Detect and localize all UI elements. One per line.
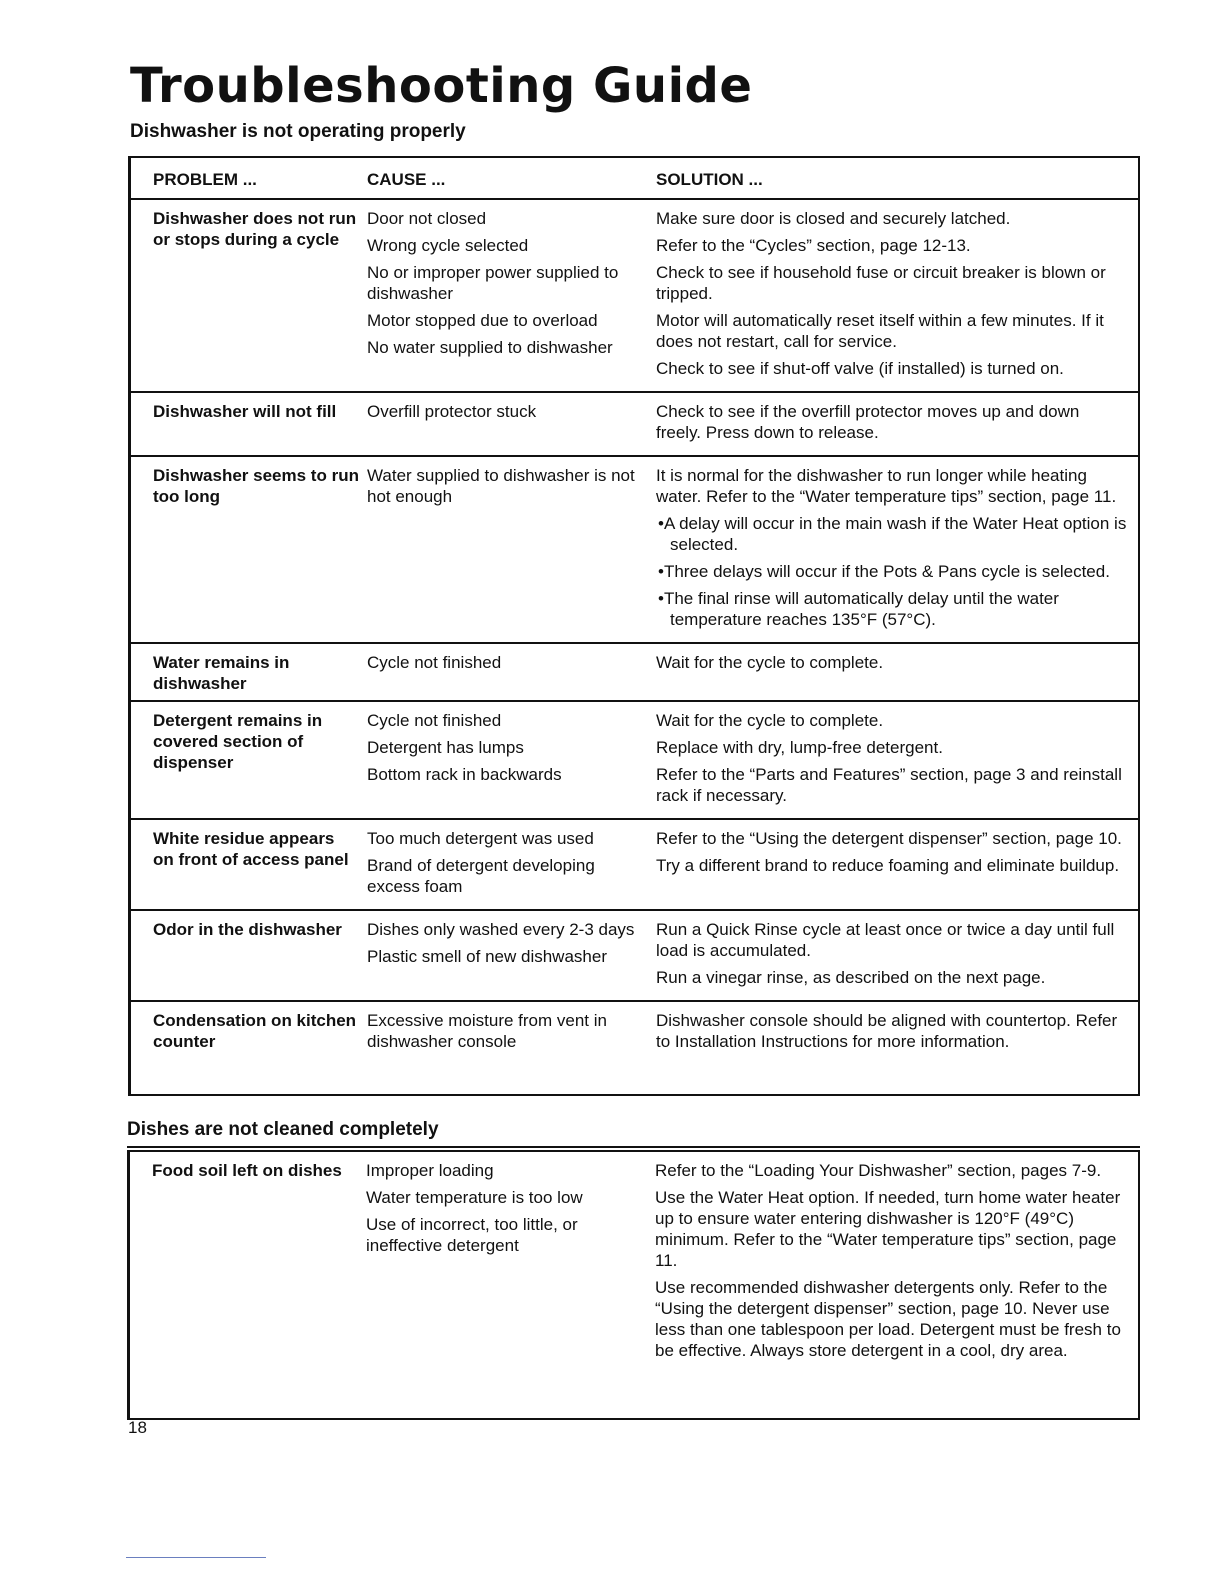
solution-text: Run a Quick Rinse cycle at least once or twice a day until full load is accumulated.	[656, 920, 1115, 960]
solution-text: Refer to the “Loading Your Dishwasher” section, pages 7-9.	[655, 1161, 1102, 1180]
solution-text: Dishwasher console should be aligned with countertop. Refer to Installation Instructions for more information.	[656, 1011, 1118, 1051]
solution-cell	[655, 1152, 1138, 1373]
solution-text: Refer to the “Using the detergent dispenser” section, page 10.	[656, 829, 1122, 848]
solution-cell	[656, 911, 1138, 1002]
cause-text: Detergent has lumps	[367, 738, 524, 757]
cause-cell	[367, 200, 656, 393]
column-header-solution: SOLUTION ...	[656, 158, 1138, 200]
cause-cell	[367, 393, 656, 457]
cause-cell	[366, 1152, 655, 1373]
solution-text: Use recommended dishwasher detergents only. Refer to the “Using the detergent dispenser” section, page 10. Never use less than one tablespoon per load. Detergent must be fresh to be effective. Always store detergent in a cool, dry area.	[655, 1278, 1121, 1360]
solution-text: Wait for the cycle to complete.	[656, 711, 884, 730]
cause-text: No water supplied to dishwasher	[367, 338, 613, 357]
problem-cell: Dishwasher will not fill	[131, 393, 367, 457]
cause-text: Overfill protector stuck	[367, 402, 537, 421]
cause-cell	[367, 820, 656, 911]
cause-text: Water temperature is too low	[366, 1188, 583, 1207]
table-grid	[131, 158, 1138, 1064]
solution-cell	[656, 457, 1138, 644]
cause-text: Cycle not finished	[367, 653, 502, 672]
cause-text: Door not closed	[367, 209, 487, 228]
solution-cell	[656, 644, 1138, 702]
solution-cell	[656, 702, 1138, 820]
solution-cell	[656, 393, 1138, 457]
cause-cell	[367, 702, 656, 820]
problem-cell: White residue appears on front of access panel	[131, 820, 367, 911]
table-grid	[130, 1152, 1138, 1373]
column-header-cause: CAUSE ...	[367, 158, 656, 200]
solution-cell	[656, 1002, 1138, 1064]
cause-text: Too much detergent was used	[367, 829, 594, 848]
solution-cell	[656, 820, 1138, 911]
problem-cell: Odor in the dishwasher	[131, 911, 367, 1002]
solution-text: Refer to the “Parts and Features” section, page 3 and reinstall rack if necessary.	[656, 765, 1122, 805]
solution-text: Run a vinegar rinse, as described on the next page.	[656, 968, 1046, 987]
cause-text: Dishes only washed every 2-3 days	[367, 920, 635, 939]
solution-text: Check to see if the overfill protector moves up and down freely. Press down to release.	[656, 402, 1080, 442]
cause-text: Motor stopped due to overload	[367, 311, 598, 330]
cause-text: Bottom rack in backwards	[367, 765, 562, 784]
solution-text: Make sure door is closed and securely latched.	[656, 209, 1011, 228]
solution-cell	[656, 200, 1138, 393]
cause-text: Cycle not finished	[367, 711, 502, 730]
cause-cell	[367, 1002, 656, 1064]
section-heading-not-cleaned: Dishes are not cleaned completely	[127, 1119, 439, 1140]
section-divider	[127, 1146, 1140, 1148]
footer-rule	[126, 1557, 266, 1558]
troubleshooting-table-operating	[128, 156, 1140, 1096]
cause-cell	[367, 457, 656, 644]
solution-text: •The final rinse will automatically delay until the water temperature reaches 135°F (57°C).	[658, 589, 1059, 629]
solution-text: Check to see if household fuse or circuit breaker is blown or tripped.	[656, 263, 1106, 303]
problem-cell: Condensation on kitchen counter	[153, 1011, 357, 1051]
solution-text: Wait for the cycle to complete.	[656, 653, 884, 672]
cause-text: Use of incorrect, too little, or ineffective detergent	[366, 1215, 578, 1255]
troubleshooting-table-cleaning	[127, 1150, 1140, 1420]
solution-text: Check to see if shut-off valve (if installed) is turned on.	[656, 359, 1064, 378]
solution-text: •A delay will occur in the main wash if the Water Heat option is selected.	[658, 514, 1127, 554]
problem-cell: Water remains in dishwasher	[131, 644, 367, 702]
page-number: 18	[128, 1418, 147, 1437]
cause-text: Excessive moisture from vent in dishwasher console	[367, 1011, 607, 1051]
problem-cell: Detergent remains in covered section of dispenser	[131, 702, 367, 820]
solution-text: Use the Water Heat option. If needed, turn home water heater up to ensure water entering dishwasher is 120°F (49°C) minimum. Refer to the “Water temperature tips” section, page 11.	[655, 1188, 1121, 1270]
solution-text: It is normal for the dishwasher to run longer while heating water. Refer to the “Water temperature tips” section, page 11.	[656, 466, 1117, 506]
cause-text: No or improper power supplied to dishwasher	[367, 263, 619, 303]
cause-cell	[367, 644, 656, 702]
solution-text: Replace with dry, lump-free detergent.	[656, 738, 943, 757]
cause-text: Wrong cycle selected	[367, 236, 529, 255]
problem-cell: Dishwasher does not run or stops during a cycle	[131, 200, 367, 393]
solution-text: •Three delays will occur if the Pots & Pans cycle is selected.	[658, 562, 1110, 581]
problem-cell: Dishwasher seems to run too long	[131, 457, 367, 644]
column-header-problem: PROBLEM ...	[131, 158, 367, 200]
cause-text: Improper loading	[366, 1161, 494, 1180]
solution-text: Try a different brand to reduce foaming and eliminate buildup.	[656, 856, 1120, 875]
cause-cell	[367, 911, 656, 1002]
problem-cell: Food soil left on dishes	[152, 1161, 342, 1180]
solution-text: Refer to the “Cycles” section, page 12-13.	[656, 236, 971, 255]
cause-text: Water supplied to dishwasher is not hot enough	[367, 466, 635, 506]
page-title: Troubleshooting Guide	[130, 58, 753, 114]
solution-text: Motor will automatically reset itself within a few minutes. If it does not restart, call for service.	[656, 311, 1104, 351]
cause-text: Brand of detergent developing excess foam	[367, 856, 595, 896]
section-heading-not-operating: Dishwasher is not operating properly	[130, 121, 466, 142]
cause-text: Plastic smell of new dishwasher	[367, 947, 607, 966]
